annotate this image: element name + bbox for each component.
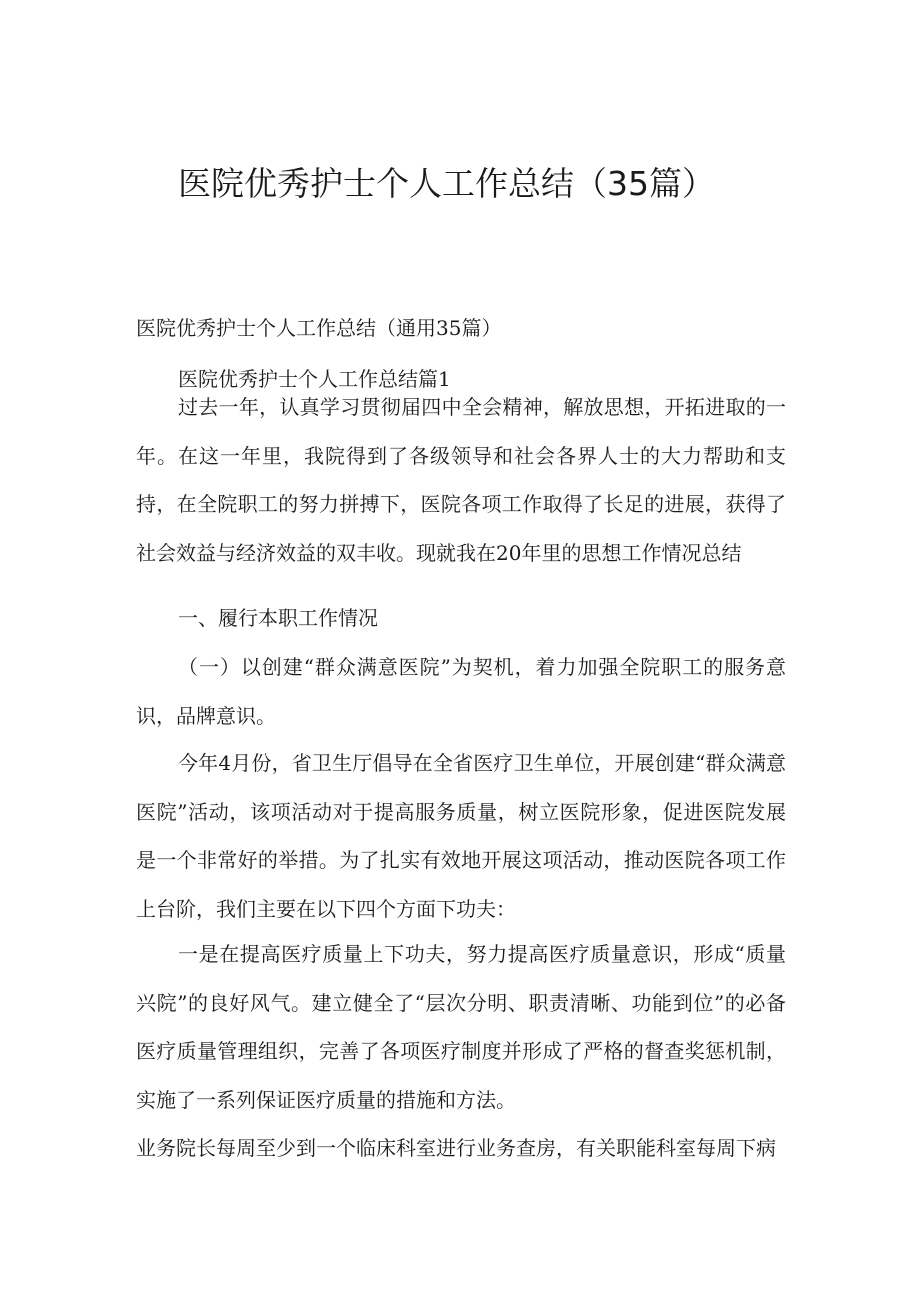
paragraph-satisfied-hospital-activity: 今年4月份，省卫生厅倡导在全省医疗卫生单位，开展创建“群众满意医院”活动，该项活动对于提高服务质量，树立医院形象，促进医院发展是一个非常好的举措。为了扎实有效地开展这项活动，推动医院各项工作上台阶，我们主要在以下四个方面下功夫： (136, 751, 786, 921)
paragraph-service-awareness: （一）以创建“群众满意医院”为契机，着力加强全院职工的服务意识，品牌意识。 (136, 655, 786, 728)
section-heading: 医院优秀护士个人工作总结篇1 (178, 367, 451, 391)
paragraph-ward-rounds: 业务院长每周至少到一个临床科室进行业务查房，有关职能科室每周下病 (136, 1136, 776, 1160)
paragraph-intro: 过去一年，认真学习贯彻届四中全会精神，解放思想，开拓进取的一年。在这一年里，我院得到了各级领导和社会各界人士的大力帮助和支持，在全院职工的努力拼搏下，医院各项工作取得了长足的进展，获得了社会效益与经济效益的双丰收。现就我在20年里的思想工作情况总结 (136, 395, 786, 565)
paragraph-medical-quality: 一是在提高医疗质量上下功夫，努力提高医疗质量意识，形成“质量兴院”的良好风气。建立健全了“层次分明、职责清晰、功能到位”的必备医疗质量管理组织，完善了各项医疗制度并形成了严格的督查奖惩机制，实施了一系列保证医疗质量的措施和方法。 (136, 942, 786, 1112)
heading-duty-performance: 一、履行本职工作情况 (178, 606, 378, 630)
document-subtitle: 医院优秀护士个人工作总结（通用35篇） (136, 316, 502, 340)
document-title: 医院优秀护士个人工作总结（35篇） (178, 164, 715, 203)
